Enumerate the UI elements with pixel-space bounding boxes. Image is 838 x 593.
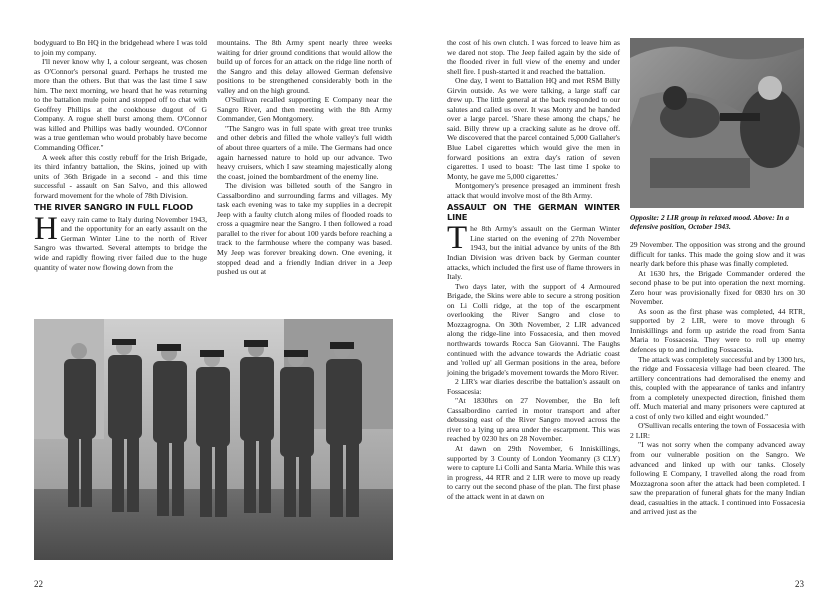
drop-cap: H [34, 210, 58, 247]
paragraph: At 1630 hrs, the Brigade Commander ordered the second phase to be put into operation the next morning. Zero hour was provisionally fixed for 0830 hrs on 30 November. [630, 268, 805, 307]
group-photo [34, 319, 393, 560]
paragraph-text: eavy rain came to Italy during November 1943, and the opportunity for an early assault on the German Winter Line to the north of River Sangro was thwarted. Several attempts to bridge the wide and rapidly flowing river failed due to the huge quantity of water now flowing down from the [34, 214, 207, 272]
left-column-2 [217, 38, 392, 277]
right-column-2 [630, 240, 805, 517]
drop-cap: T [447, 220, 468, 257]
paragraph: At dawn on 29th November, 6 Inniskillings, supported by 3 County of London Yeomanry (3 CLY) were to capture Li Colli and Santa Maria. While this was in progress, 44 RTR and 2 LIR were to move up ready to carry out the second phase of the plan. The first phase of the attack went in at dawn on [447, 443, 620, 501]
drop-cap-paragraph [447, 220, 620, 282]
paragraph: As soon as the first phase was completed, 44 RTR, supported by 2 LIR, were to move through 6 Inniskillings and form up astride the road from Santa Maria to Fossacesia. They were to roll up enemy defences up to and including Fossacesia. [630, 306, 805, 355]
paragraph-text: he 8th Army's assault on the German Winter Line started on the evening of 27th November 1943, but the initial advance by units of the 8th Indian Division was driven back by German counter attacks, which included the first use of flame throwers in Italy. [447, 224, 620, 282]
paragraph: The attack was completely successful and by 1300 hrs, the ridge and Fossacesia village had been cleared. The artillery concentrations had demoralised the enemy and this, coupled with the appearance of tanks and infantry from a completely unexpected direction, finished them off. Much material and many prisoners were captured at a cost of only two killed and eight wounded." [630, 354, 805, 421]
right-page [419, 0, 838, 593]
photo-caption: Opposite: 2 LIR group in relaxed mood. Above: In a defensive position, October 1943. [630, 213, 790, 231]
paragraph: 29 November. The opposition was strong and the ground difficult for tanks. This made the going slow and it was nearly dark before this phase was finally completed. [630, 240, 805, 269]
drop-cap-paragraph [34, 210, 207, 272]
defensive-position-image [630, 38, 804, 208]
paragraph: bodyguard to Bn HQ in the bridgehead where I was told to join my company. [34, 38, 207, 57]
paragraph: A week after this costly rebuff for the Irish Brigade, its third infantry battalion, the Skins, joined up with units of 36th Brigade in a second - and this time successful - assault on San Salvo, and this allowed forward movement for the whole of 78th Division. [34, 152, 207, 200]
right-column-1 [447, 38, 620, 501]
paragraph: The division was billeted south of the Sangro in Cassalbordino and surrounding farms and villages. My task each evening was to take my supplies in a decrepit Jeep with a faulty clutch along miles of flooded roads to cross a quagmire near the Sangro. I then followed a road parallel to the river for about 100 yards before reaching a track to the farmhouse where the company was based. My Jeep was forever breaking down. One evening, it stopped dead and a friendly Indian driver in a Jeep pushed us out at [217, 181, 392, 277]
defensive-position-photo [630, 38, 804, 208]
paragraph: Two days later, with the support of 4 Armoured Brigade, the Skins were able to secure a strong position on Li Colli ridge, at the top of the escarpment overlooking the River Sangro and close to Mozzagrogna. On 30th November, 2 LIR advanced along the ridge-line into Fossacesia, and then moved northwards towards Rocca San Giovanni. The Faughs continued with the advance towards the Adriatic coast and 'rolled up' all German positions in the area, before joining the brigade's movement towards the Moro River. [447, 281, 620, 377]
paragraph: O'Sullivan recalls entering the town of Fossacesia with 2 LIR: [630, 421, 805, 440]
section-heading: ASSAULT ON THE GERMAN WINTER LINE [447, 202, 620, 222]
page-number-left: 22 [34, 579, 43, 589]
paragraph: O'Sullivan recalled supporting E Company near the Sangro River, and then meeting with the 8th Army Commander, Gen Montgomery. [217, 95, 392, 124]
paragraph: the cost of his own clutch. I was forced to leave him as we dared not stop. The Jeep failed again by the side of the flooded river in full view of the enemy and under shell fire. I push-started it and reached the battalion. [447, 38, 620, 76]
paragraph: 2 LIR's war diaries describe the battalion's assault on Fossacesia: [447, 377, 620, 396]
group-photo-image [34, 319, 393, 560]
paragraph: "I was not sorry when the company advanced away from our vulnerable position on the Sangro. We advanced and linked up with our tanks. Closely following E Company, I travelled along the road from Mozzagrona soon after the attack had been completed. I saw the preparation of funeral ghats for the many Indian dead, casualties in the attack. I continued into Fossacesia and arrived just as the [630, 440, 805, 517]
paragraph: mountains. The 8th Army spent nearly three weeks waiting for drier ground conditions that would allow the build up of forces for an attack on the ridge line north of the Sangro and this delay allowed German defensive positions to be strengthened considerably both in the valley and on the high ground. [217, 38, 392, 95]
paragraph: I'll never know why I, a colour sergeant, was chosen as O'Connor's personal guard. Perhaps he trusted me more than the others. But that was the last time I saw him. The next morning, we heard that he was returning to the battalion mule point and stopped off to chat with Geoffrey Phillips at the cookhouse dugout of G Company. A rogue shell burst among them. O'Connor was killed and Phillips was badly wounded. O'Connor was a true gentleman who would probably have become Commanding Officer." [34, 57, 207, 153]
left-column-1 [34, 38, 207, 272]
paragraph: Montgomery's presence presaged an imminent fresh attack that would involve most of the 8th Army. [447, 181, 620, 200]
paragraph: One day, I went to Battalion HQ and met RSM Billy Girvin outside. As we were talking, a large staff car drew up. The little general at the back responded to our salutes and called us over. It was Monty and he handed over a large parcel. 'Share these among the chaps,' he said. Billy threw up a cracking salute as he drove off. We discovered that the parcel contained 5,000 Gallaher's Blue Label cigarettes which would give the men in forward positions an extra day's ration of seven cigarettes. I used to boast: 'The last time I spoke to Monty, he gave me 5,000 cigarettes.' [447, 76, 620, 181]
page-number-right: 23 [795, 579, 804, 589]
paragraph: "At 1830hrs on 27 November, the Bn left Cassalbordino carried in motor transport and after debussing east of the River Sangro moved across the river to a lying up area under the escarpment. This was reached by 0230 hrs on 28 November. [447, 396, 620, 444]
paragraph: "The Sangro was in full spate with great tree trunks and other debris and filled the whole valley's full width of about three quarters of a mile. The Germans had once again harnessed nature to hold up our advance. Two heavy cruisers, which I saw steaming majestically along the coast, joined the bombardment of the enemy line. [217, 123, 392, 181]
section-heading: THE RIVER SANGRO IN FULL FLOOD [34, 202, 193, 213]
